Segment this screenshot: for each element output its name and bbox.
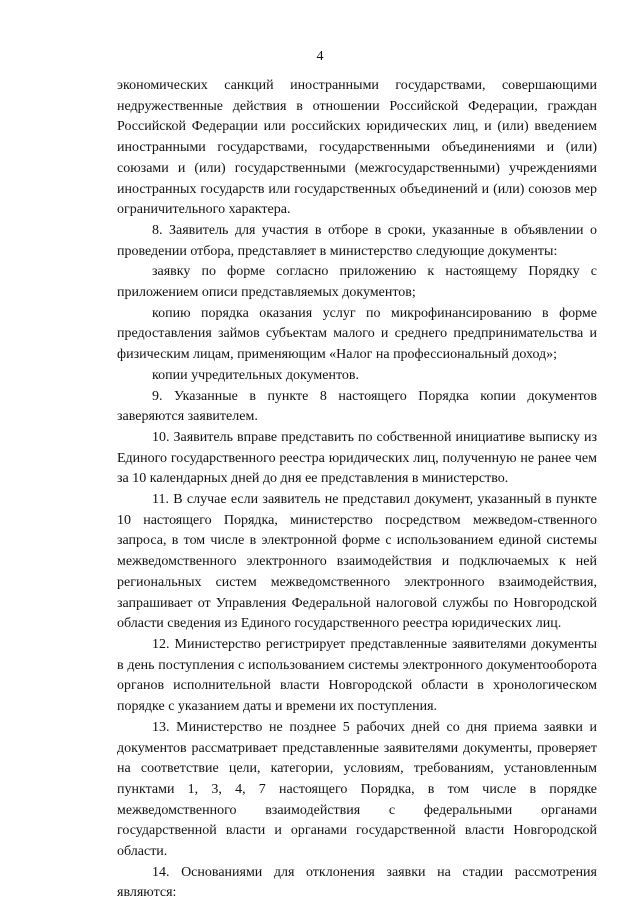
paragraph-item-12: 12. Министерство регистрирует представленные заявителями документы в день поступления с использованием системы электронного документооборота органов исполнительной власти Новгородской области в хронологическом порядке с указанием даты и времени их поступления. [117, 636, 597, 715]
paragraph-item-13: 13. Министерство не позднее 5 рабочих дней со дня приема заявки и документов рассматривает представленные заявителями документы, проверяет на соответствие цели, категории, условиям, требованиям, установленным пунктами 1, 3, 4, 7 настоящего Порядка, в том числе в порядке межведомственного взаимодействия с федеральными органами государственной власти и органами государственной власти Новгородской области. [117, 719, 597, 860]
paragraph-item-10: 10. Заявитель вправе представить по собственной инициативе выписку из Единого государственного реестра юридических лиц, полученную не ранее чем за 10 календарных дней до дня ее представления в министерство. [117, 429, 597, 487]
paragraph-item-14: 14. Основаниями для отклонения заявки на стадии рассмотрения являются: [117, 864, 597, 901]
paragraph-microfinance-copy: копию порядка оказания услуг по микрофинансированию в форме предоставления займов субъектам малого и среднего предпринимательства и физическим лицам, применяющим «Налог на профессиональный доход»; [117, 305, 597, 363]
page-number: 4 [316, 49, 324, 64]
document-body [117, 76, 597, 904]
paragraph-item-11: 11. В случае если заявитель не представил документ, указанный в пункте 10 настоящего Порядка, министерство посредством межведом-ственного запроса, в том числе в электронной форме с использованием единой системы межведомственного электронного взаимодействия и подключаемых к ней региональных систем межведомственного электронного взаимодействия, запрашивает от Управления Федеральной налоговой службы по Новгородской области сведения из Единого государственного реестра юридических лиц. [117, 492, 597, 632]
paragraph-item-9: 9. Указанные в пункте 8 настоящего Порядка копии документов заверяются заявителем. [117, 388, 597, 425]
paragraph-item-8: 8. Заявитель для участия в отборе в сроки, указанные в объявлении о проведении отбора, представляет в министерство следующие документы: [117, 222, 597, 259]
paragraph-sanctions-continuation: экономических санкций иностранными государствами, совершающими недружественные действия в отношении Российской Федерации, граждан Российской Федерации или российских юридических лиц, и (или) введением иностранными государствами, государственными объединениями и (или) союзами и (или) государственными (межгосударственными) учреждениями иностранных государств или государственных объединений и (или) союзов мер ограничительного характера. [117, 78, 597, 218]
paragraph-application-form: заявку по форме согласно приложению к настоящему Порядку с приложением описи представляемых документов; [117, 264, 597, 301]
paragraph-founding-documents: копии учредительных документов. [152, 367, 360, 383]
